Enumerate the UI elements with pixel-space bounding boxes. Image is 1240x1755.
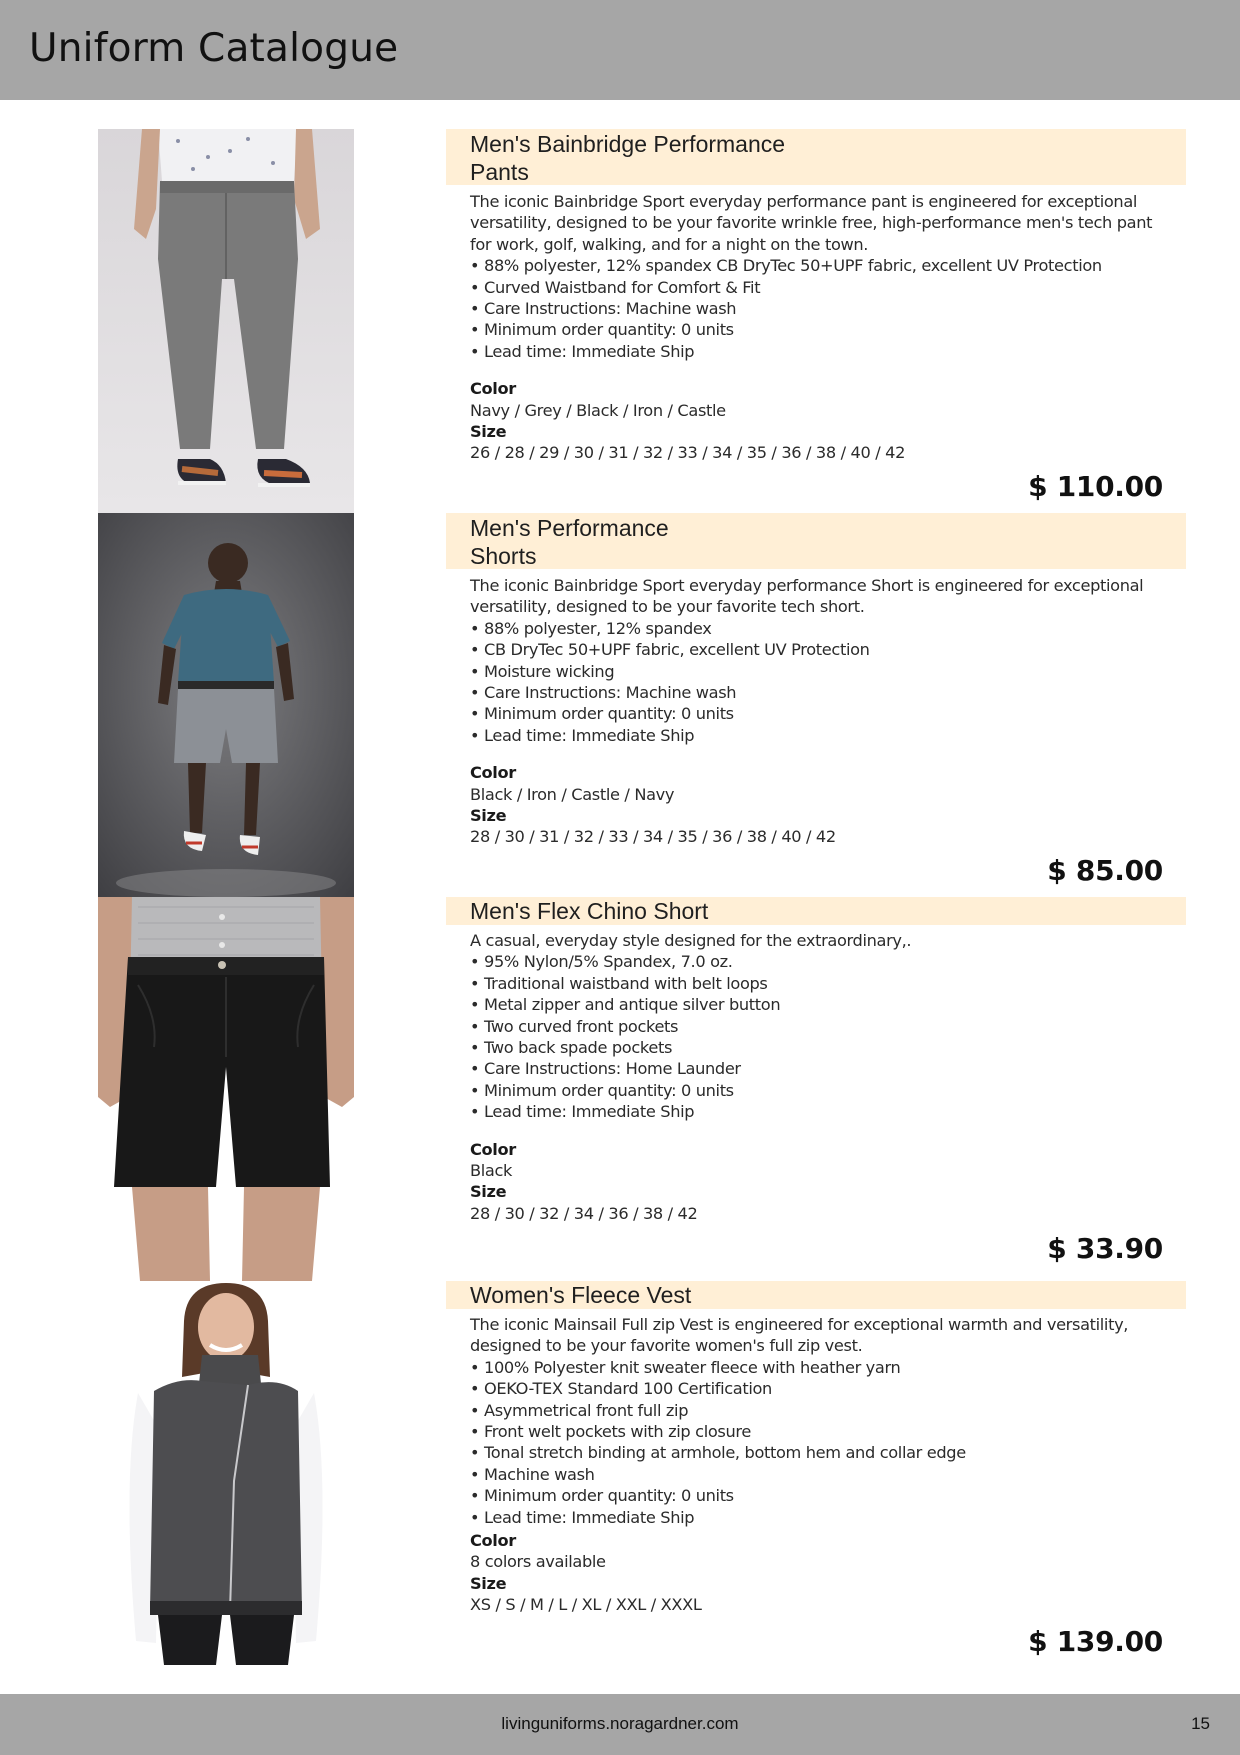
feature-list [470,618,1170,746]
feature-item: • Moisture wicking [470,661,1170,682]
product-name-line: Men's Flex Chino Short [470,898,709,924]
page-number: 15 [1191,1714,1210,1733]
product-details-scroll-area [470,1314,1170,1527]
product-name-line: Shorts [470,543,537,569]
product-details [470,930,1170,1224]
product-name-band [446,513,1186,569]
color-label: Color [470,379,516,399]
size-options: 28 / 30 / 31 / 32 / 33 / 34 / 35 / 36 / 38 / 40 / 42 [470,827,836,847]
feature-list [470,951,1170,1122]
page-header [0,0,1240,100]
feature-item: • Lead time: Immediate Ship [470,725,1170,746]
product-name-line: Women's Fleece Vest [470,1282,692,1308]
product-image-shorts [98,513,354,897]
feature-list [470,1357,1170,1528]
product-name [446,514,1186,570]
feature-item: • Two curved front pockets [470,1016,1170,1037]
product-image-pants [98,129,354,513]
feature-item: • Minimum order quantity: 0 units [470,703,1170,724]
feature-item: • Minimum order quantity: 0 units [470,1080,1170,1101]
feature-item: • Lead time: Immediate Ship [470,341,1170,362]
product-name-line: Men's Bainbridge Performance [470,131,786,157]
color-options: Black / Iron / Castle / Navy [470,784,675,804]
color-label: Color [470,763,516,783]
color-options: Navy / Grey / Black / Iron / Castle [470,400,726,420]
feature-item: • Front welt pockets with zip closure [470,1421,1170,1442]
size-options: 28 / 30 / 32 / 34 / 36 / 38 / 42 [470,1203,698,1223]
feature-item: • Minimum order quantity: 0 units [470,319,1170,340]
product-card [0,129,1240,513]
feature-item: • 95% Nylon/5% Spandex, 7.0 oz. [470,951,1170,972]
product-description: The iconic Mainsail Full zip Vest is engineered for exceptional warmth and versatility, designed to be your favorite women's full zip vest. [470,1315,1129,1356]
product-description: A casual, everyday style designed for the extraordinary,. [470,931,912,950]
product-card [0,1281,1240,1665]
page-footer [0,1694,1240,1755]
product-name [446,1281,1186,1309]
product-name-band [446,129,1186,185]
color-label: Color [470,1139,516,1159]
size-options: 26 / 28 / 29 / 30 / 31 / 32 / 33 / 34 / 35 / 36 / 38 / 40 / 42 [470,443,906,463]
product-name [446,130,1186,186]
size-label: Size [470,422,507,442]
color-options: 8 colors available [470,1552,606,1572]
product-name-band [446,1281,1186,1309]
feature-item: • Tonal stretch binding at armhole, bottom hem and collar edge [470,1442,1170,1463]
feature-item: • Lead time: Immediate Ship [470,1101,1170,1122]
size-label: Size [470,1182,507,1202]
feature-item: • 88% polyester, 12% spandex [470,618,1170,639]
product-name-band [446,897,1186,925]
feature-item: • Machine wash [470,1464,1170,1485]
product-price: $ 139.00 [1028,1625,1163,1658]
feature-item: • Minimum order quantity: 0 units [470,1485,1170,1506]
feature-item: • 88% polyester, 12% spandex CB DryTec 50+UPF fabric, excellent UV Protection [470,255,1170,276]
product-name [446,897,1186,925]
product-name-line: Men's Performance [470,515,669,541]
product-price: $ 110.00 [1028,470,1163,503]
size-label: Size [470,806,507,826]
product-description: The iconic Bainbridge Sport everyday performance pant is engineered for exceptional versatility, designed to be your favorite wrinkle free, high-performance men's tech pant for work, golf, walking, and for a night on the town. [470,192,1153,254]
product-details [470,191,1170,464]
feature-item: • Care Instructions: Home Launder [470,1058,1170,1079]
product-image-fleece-vest [98,1281,354,1665]
feature-item: • Metal zipper and antique silver button [470,994,1170,1015]
feature-item: • Two back spade pockets [470,1037,1170,1058]
product-image-chino-short [98,897,354,1281]
feature-item: • Asymmetrical front full zip [470,1400,1170,1421]
product-price: $ 33.90 [1047,1232,1163,1265]
color-options: Black [470,1161,513,1181]
product-details [470,1314,1170,1616]
size-label: Size [470,1573,507,1593]
feature-item: • Care Instructions: Machine wash [470,298,1170,319]
page-title: Uniform Catalogue [29,26,399,71]
feature-item: • CB DryTec 50+UPF fabric, excellent UV Protection [470,639,1170,660]
product-card [0,513,1240,897]
feature-item: • Care Instructions: Machine wash [470,682,1170,703]
product-details [470,575,1170,848]
feature-item: • 100% Polyester knit sweater fleece with heather yarn [470,1357,1170,1378]
product-name-line: Pants [470,159,529,185]
size-options: XS / S / M / L / XL / XXL / XXXL [470,1595,702,1615]
product-description: The iconic Bainbridge Sport everyday performance Short is engineered for exceptional versatility, designed to be your favorite tech short. [470,576,1144,617]
product-card [0,897,1240,1281]
footer-url: livinguniforms.noragardner.com [501,1714,739,1733]
feature-item: • Curved Waistband for Comfort & Fit [470,277,1170,298]
feature-list [470,255,1170,362]
feature-item: • Lead time: Immediate Ship [470,1507,1170,1528]
product-price: $ 85.00 [1047,854,1163,887]
feature-item: • Traditional waistband with belt loops [470,973,1170,994]
color-label: Color [470,1531,516,1550]
feature-item: • OEKO-TEX Standard 100 Certification [470,1378,1170,1399]
